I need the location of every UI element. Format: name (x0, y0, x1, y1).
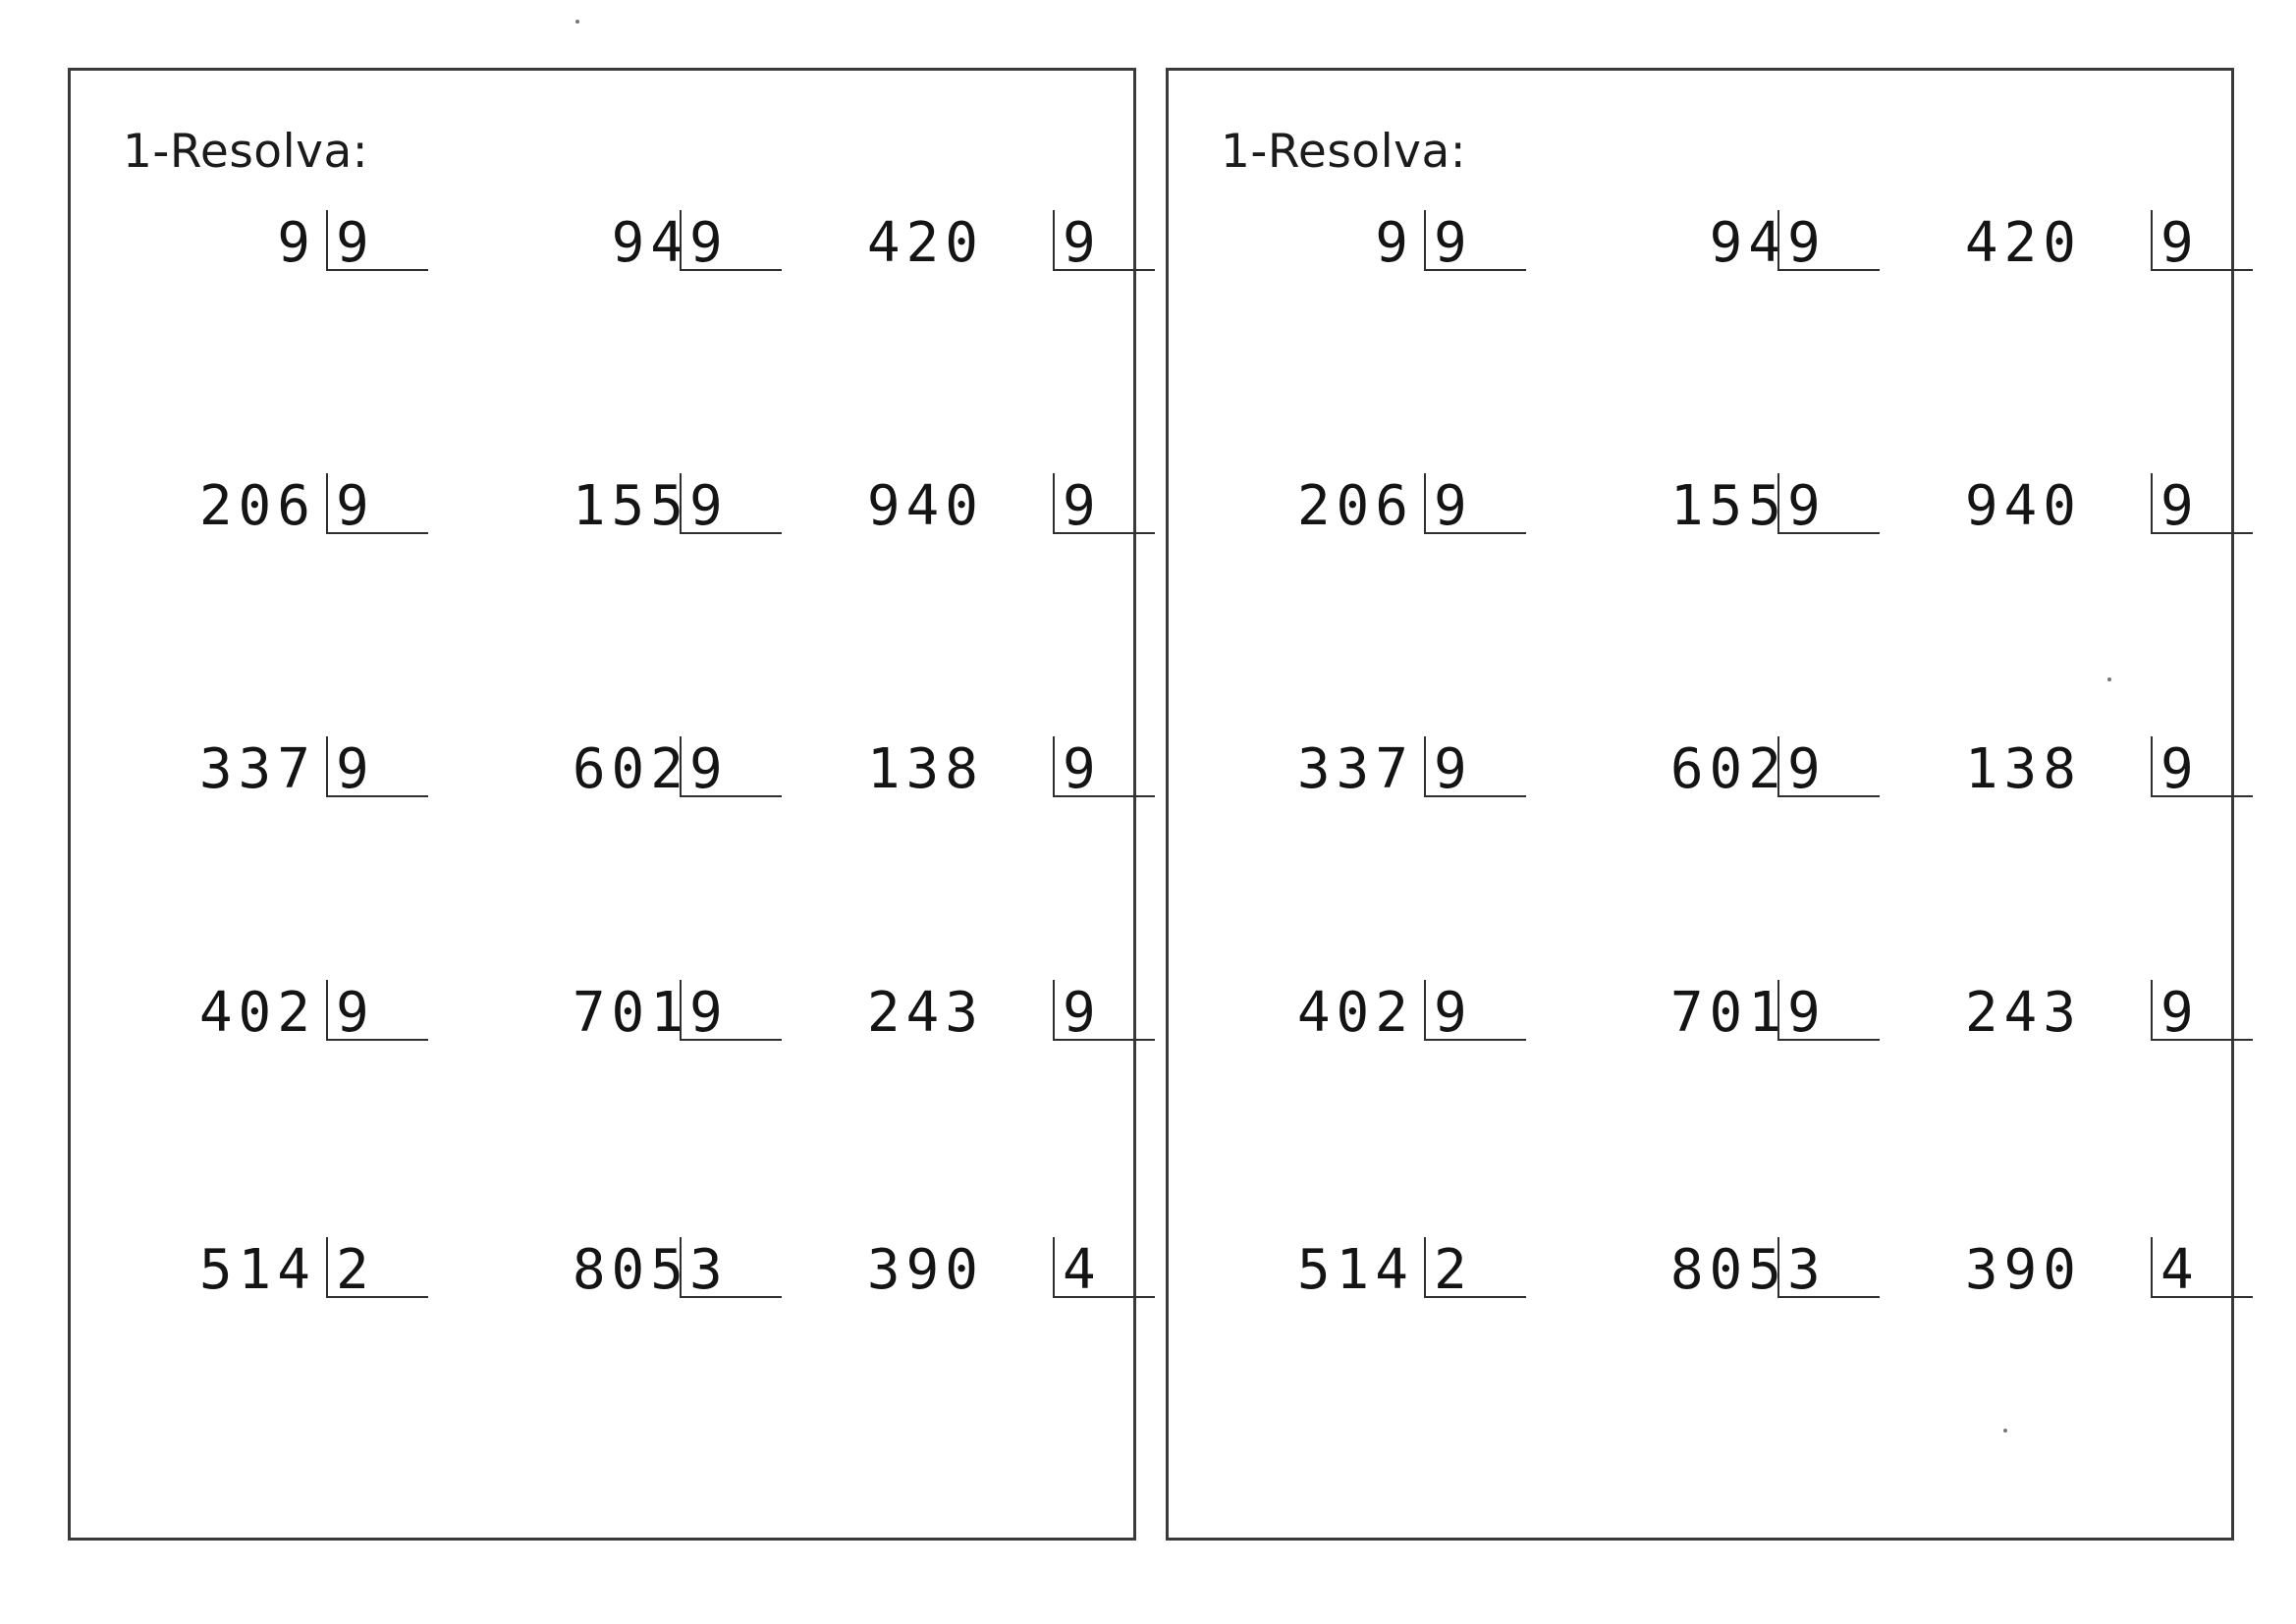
division-problem (1552, 211, 1925, 479)
worksheet-title: 1-Resolva: (1221, 125, 1467, 179)
divisor: 9 (1434, 211, 1467, 275)
dividend: 514 (1296, 1238, 1414, 1302)
divisor: 9 (2160, 981, 2194, 1045)
division-problem (1198, 981, 1552, 1243)
division-problem (827, 737, 1121, 986)
division-problem (454, 211, 827, 479)
divisor: 9 (1787, 981, 1821, 1045)
division-problem-grid (1198, 211, 2219, 1453)
dividend: 138 (866, 737, 984, 801)
scan-speck (2003, 1429, 2007, 1433)
division-problem (827, 981, 1121, 1243)
divisor: 9 (2160, 737, 2194, 801)
divisor: 4 (1063, 1238, 1096, 1302)
dividend: 602 (1669, 737, 1787, 801)
division-problem (827, 474, 1121, 742)
division-problem (1552, 474, 1925, 742)
dividend: 337 (1296, 737, 1414, 801)
dividend: 701 (572, 981, 689, 1045)
dividend: 805 (572, 1238, 689, 1302)
divisor: 9 (1063, 981, 1096, 1045)
divisor: 9 (689, 981, 723, 1045)
divisor: 9 (689, 211, 723, 275)
dividend: 420 (1964, 211, 2082, 275)
dividend: 390 (1964, 1238, 2082, 1302)
divisor: 9 (1063, 474, 1096, 538)
worksheet-left (68, 68, 1136, 1541)
division-problem (827, 211, 1121, 479)
dividend: 337 (198, 737, 316, 801)
dividend: 402 (198, 981, 316, 1045)
worksheet-title: 1-Resolva: (123, 125, 369, 179)
divisor: 9 (336, 981, 369, 1045)
division-problem (454, 981, 827, 1243)
dividend: 94 (1709, 211, 1787, 275)
dividend: 206 (1296, 474, 1414, 538)
divisor: 9 (336, 474, 369, 538)
divisor: 9 (1787, 211, 1821, 275)
divisor: 9 (1787, 737, 1821, 801)
dividend: 402 (1296, 981, 1414, 1045)
dividend: 9 (277, 211, 316, 275)
division-problem-grid (100, 211, 1121, 1453)
division-problem (100, 211, 454, 479)
division-problem (1925, 474, 2219, 742)
divisor: 2 (1434, 1238, 1467, 1302)
worksheet-right (1166, 68, 2234, 1541)
division-problem (454, 737, 827, 986)
divisor: 9 (1434, 737, 1467, 801)
dividend: 701 (1669, 981, 1787, 1045)
division-problem (1198, 474, 1552, 742)
dividend: 138 (1964, 737, 2082, 801)
divisor: 2 (336, 1238, 369, 1302)
dividend: 94 (611, 211, 689, 275)
divisor: 9 (2160, 211, 2194, 275)
dividend: 9 (1375, 211, 1414, 275)
divisor: 9 (1063, 211, 1096, 275)
dividend: 155 (572, 474, 689, 538)
dividend: 420 (866, 211, 984, 275)
dividend: 243 (1964, 981, 2082, 1045)
scan-speck (2107, 677, 2111, 681)
dividend: 390 (866, 1238, 984, 1302)
division-problem (1552, 1238, 1925, 1453)
divisor: 9 (1063, 737, 1096, 801)
division-problem (100, 737, 454, 986)
dividend: 805 (1669, 1238, 1787, 1302)
dividend: 602 (572, 737, 689, 801)
divisor: 9 (336, 737, 369, 801)
dividend: 940 (1964, 474, 2082, 538)
division-problem (1552, 981, 1925, 1243)
divisor: 3 (1787, 1238, 1821, 1302)
dividend: 940 (866, 474, 984, 538)
dividend: 206 (198, 474, 316, 538)
division-problem (454, 474, 827, 742)
division-problem (1925, 981, 2219, 1243)
scan-speck (575, 20, 579, 24)
division-problem (1198, 737, 1552, 986)
divisor: 4 (2160, 1238, 2194, 1302)
division-problem (100, 981, 454, 1243)
divisor: 9 (1787, 474, 1821, 538)
divisor: 9 (336, 211, 369, 275)
division-problem (1925, 1238, 2219, 1453)
dividend: 155 (1669, 474, 1787, 538)
division-problem (1925, 211, 2219, 479)
division-problem (1552, 737, 1925, 986)
division-problem (100, 1238, 454, 1453)
dividend: 514 (198, 1238, 316, 1302)
divisor: 9 (2160, 474, 2194, 538)
division-problem (1925, 737, 2219, 986)
division-problem (1198, 1238, 1552, 1453)
division-problem (100, 474, 454, 742)
divisor: 3 (689, 1238, 723, 1302)
division-problem (454, 1238, 827, 1453)
divisor: 9 (1434, 981, 1467, 1045)
dividend: 243 (866, 981, 984, 1045)
divisor: 9 (1434, 474, 1467, 538)
divisor: 9 (689, 737, 723, 801)
division-problem (1198, 211, 1552, 479)
division-problem (827, 1238, 1121, 1453)
divisor: 9 (689, 474, 723, 538)
